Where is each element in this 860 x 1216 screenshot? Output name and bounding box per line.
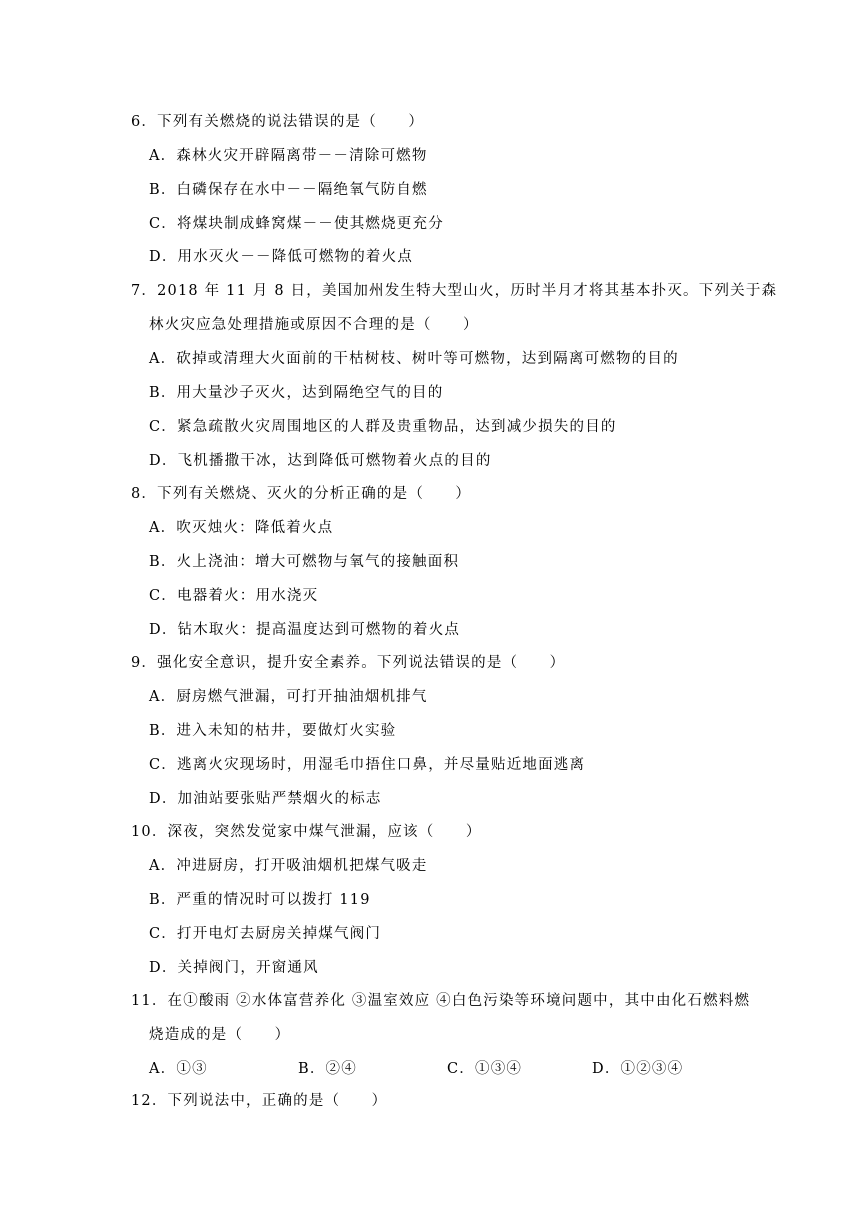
- question-6-option-a: A．森林火灾开辟隔离带－－清除可燃物: [149, 148, 428, 164]
- question-12-stem: 12．下列说法中，正确的是（ ）: [131, 1093, 388, 1109]
- question-9-option-b: B．进入未知的枯井，要做灯火实验: [149, 723, 397, 739]
- question-11-option-b: B．②④: [298, 1061, 357, 1077]
- question-9-option-c: C．逃离火灾现场时，用湿毛巾捂住口鼻，并尽量贴近地面逃离: [149, 757, 586, 773]
- question-10-option-b: B．严重的情况时可以拨打 119: [149, 892, 371, 908]
- question-8-stem: 8．下列有关燃烧、灭火的分析正确的是（ ）: [131, 486, 472, 502]
- question-8-option-d: D．钻木取火：提高温度达到可燃物的着火点: [149, 622, 461, 638]
- question-7-stem-continued: 林火灾应急处理措施或原因不合理的是（ ）: [149, 317, 479, 333]
- question-7-option-b: B．用大量沙子灭火，达到隔绝空气的目的: [149, 385, 444, 401]
- question-11-options-row: [149, 1057, 749, 1077]
- question-9-stem: 9．强化安全意识，提升安全素养。下列说法错误的是（ ）: [131, 655, 566, 671]
- question-7-option-a: A．砍掉或清理大火面前的干枯树枝、树叶等可燃物，达到隔离可燃物的目的: [149, 351, 679, 367]
- question-11-option-d: D．①②③④: [592, 1061, 684, 1077]
- question-10-stem: 10．深夜，突然发觉家中煤气泄漏，应该（ ）: [131, 824, 482, 840]
- question-11-option-c: C．①③④: [447, 1061, 523, 1077]
- question-6-option-b: B．白磷保存在水中－－隔绝氧气防自燃: [149, 182, 428, 198]
- question-7-stem: 7．2018 年 11 月 8 日，美国加州发生特大型山火，历时半月才将其基本扑灭。下列关于森: [131, 283, 778, 299]
- question-9-option-d: D．加油站要张贴严禁烟火的标志: [149, 791, 382, 807]
- question-10-option-d: D．关掉阀门，开窗通风: [149, 960, 319, 976]
- question-8-option-a: A．吹灭烛火：降低着火点: [149, 520, 334, 536]
- question-7-option-d: D．飞机播撒干冰，达到降低可燃物着火点的目的: [149, 453, 492, 469]
- question-11-option-a: A．①③: [149, 1061, 208, 1077]
- question-7-option-c: C．紧急疏散火灾周围地区的人群及贵重物品，达到减少损失的目的: [149, 419, 617, 435]
- question-6-option-d: D．用水灭火－－降低可燃物的着火点: [149, 249, 414, 265]
- question-9-option-a: A．厨房燃气泄漏，可打开抽油烟机排气: [149, 689, 428, 705]
- question-8-option-b: B．火上浇油：增大可燃物与氧气的接触面积: [149, 554, 460, 570]
- question-8-option-c: C．电器着火：用水浇灭: [149, 588, 319, 604]
- question-11-stem: 11．在①酸雨 ②水体富营养化 ③温室效应 ④白色污染等环境问题中，其中由化石燃料燃: [131, 993, 751, 1009]
- question-11-stem-continued: 烧造成的是（ ）: [149, 1027, 291, 1043]
- question-10-option-a: A．冲进厨房，打开吸油烟机把煤气吸走: [149, 858, 428, 874]
- question-10-option-c: C．打开电灯去厨房关掉煤气阀门: [149, 926, 382, 942]
- question-6-option-c: C．将煤块制成蜂窝煤－－使其燃烧更充分: [149, 216, 444, 232]
- question-6-stem: 6．下列有关燃烧的说法错误的是（ ）: [131, 114, 425, 130]
